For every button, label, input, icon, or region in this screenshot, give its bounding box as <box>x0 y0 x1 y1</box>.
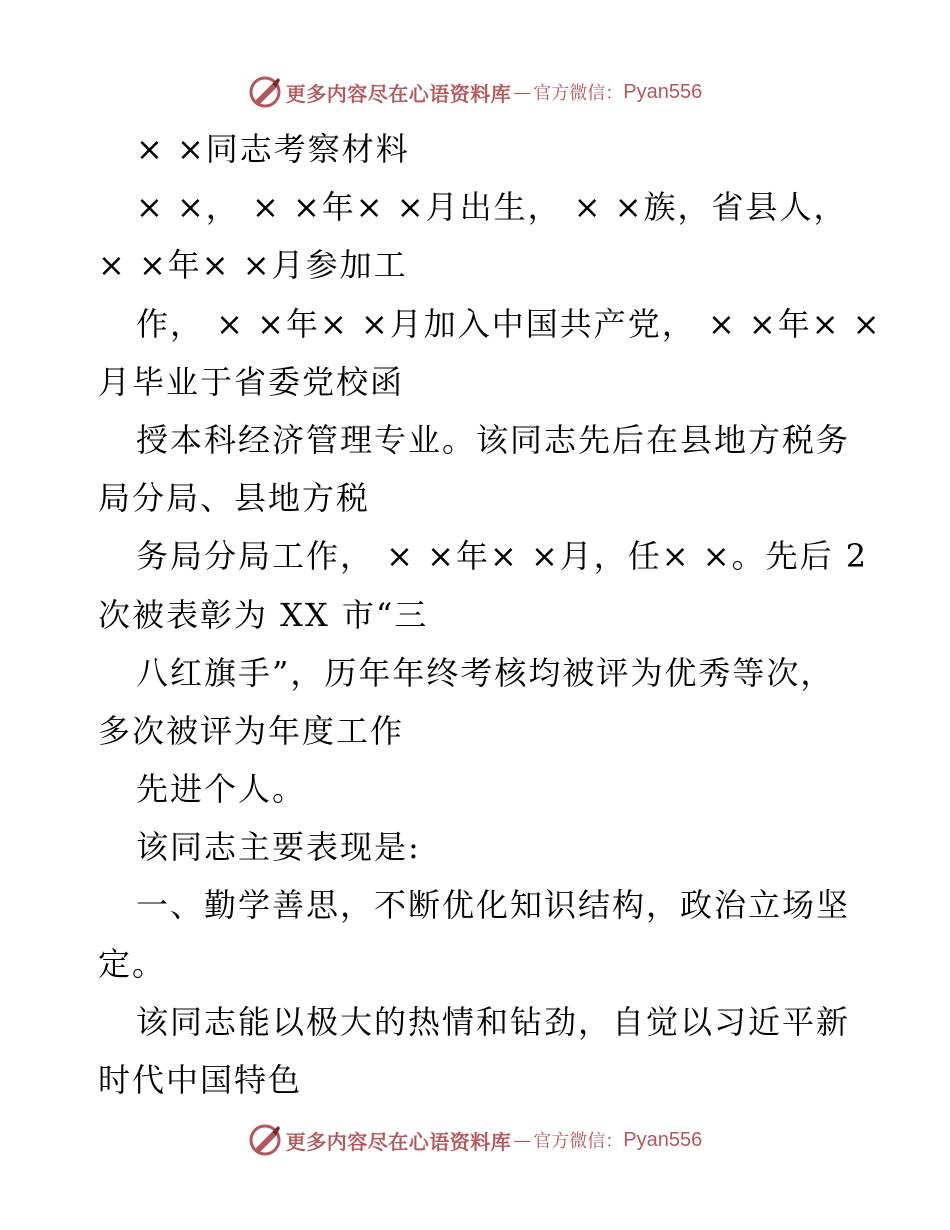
doc-title: × ×同志考察材料 <box>136 130 410 168</box>
doc-heading-1: 一、勤学善思，不断优化知识结构，政治立场坚 <box>136 886 851 925</box>
banner-wechat-id: Pyan556 <box>623 80 703 103</box>
doc-line: 务局分局工作， × ×年× ×月，任× ×。先后 2 <box>136 537 869 576</box>
doc-line: 时代中国特色 <box>98 1061 303 1099</box>
doc-line: 局分局、县地方税 <box>98 479 371 518</box>
doc-line: 该同志主要表现是: <box>136 828 421 867</box>
banner-site-text: 更多内容尽在心语资料库 <box>285 81 512 106</box>
doc-line: 先进个人。 <box>136 770 307 809</box>
banner-wechat-label: 官方微信： <box>533 83 624 104</box>
doc-line: 授本科经济管理专业。该同志先后在县地方税务 <box>136 420 851 459</box>
doc-line: 次被表彰为 XX 市“三 <box>98 595 429 634</box>
footer-banner <box>0 1120 950 1160</box>
pen-logo-icon <box>248 1123 282 1157</box>
banner-site-text: 更多内容尽在心语资料库 <box>285 1129 512 1154</box>
pen-logo-icon <box>248 75 282 109</box>
banner-wechat-label: 官方微信： <box>533 1131 624 1152</box>
doc-line: × ×年× ×月参加工 <box>98 246 408 285</box>
document-body <box>98 120 882 1109</box>
banner-separator: — <box>513 1129 532 1151</box>
doc-line: 作， × ×年× ×月加入中国共产党， × ×年× × <box>136 304 882 343</box>
doc-line: 定。 <box>98 944 167 983</box>
doc-line: 八红旗手”，历年年终考核均被评为优秀等次， <box>136 653 835 692</box>
doc-line: 多次被评为年度工作 <box>98 711 405 750</box>
doc-line: × ×， × ×年× ×月出生， × ×族，省县人， <box>136 188 848 227</box>
doc-line: 月毕业于省委党校函 <box>98 362 405 401</box>
doc-line: 该同志能以极大的热情和钻劲，自觉以习近平新 <box>136 1002 851 1041</box>
banner-separator: — <box>513 81 532 103</box>
banner-wechat-id: Pyan556 <box>623 1128 703 1151</box>
header-banner <box>0 72 950 112</box>
